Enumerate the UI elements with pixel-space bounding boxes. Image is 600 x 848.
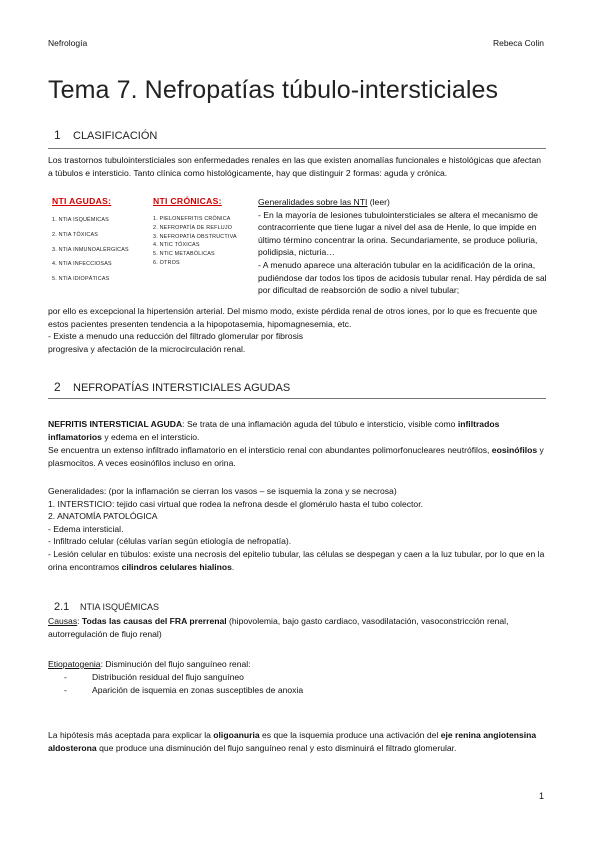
header-right: Rebeca Colin xyxy=(492,38,544,48)
infiltrate-text-end: y plasmocitos. A veces eosinófilos incluso en orina. xyxy=(48,445,544,468)
definition-paragraph xyxy=(48,418,546,443)
hypothesis-paragraph: La hipótesis más aceptada para explicar la oligoanuria es que la isquemia produce una activación del eje renina angiotensina aldosterona que produce una disminución del flujo sanguíneo renal y esto disminuirá el filtrado glomerular. xyxy=(48,730,537,753)
acute-list xyxy=(52,196,129,287)
chronic-heading: NTI CRÓNICAS: xyxy=(153,196,222,206)
section-rule xyxy=(48,398,546,399)
etio-list xyxy=(64,671,303,696)
acute-heading: NTI AGUDAS: xyxy=(52,196,112,206)
causes-label: Causas xyxy=(48,616,78,626)
acute-item: 5. NTIA IDIOPÁTICAS xyxy=(52,276,110,283)
definition-text: : Se trata de una inflamación aguda del túbulo e intersticio, visible como xyxy=(182,419,458,429)
definition-term: NEFRITIS INTERSTICIAL AGUDA xyxy=(48,419,183,429)
general-block xyxy=(258,196,548,297)
item-intersticio: 1. INTERSTICIO: tejido casi virtual que rodea la nefrona desde el glomérulo hasta el tubo colector. xyxy=(48,498,423,509)
causes-paragraph: Causas: Todas las causas del FRA prerrenal (hipovolemia, bajo gasto cardiaco, vasodilatación, vasoconstricción renal, autorregulación de flujo renal) xyxy=(48,616,509,639)
continuation-paragraph xyxy=(48,305,546,355)
acute-item: 1. NTIA ISQUÉMICAS xyxy=(52,217,109,223)
ap-edema: - Edema intersticial. xyxy=(48,523,124,534)
hyp-bold-2: eje renina angiotensina aldosterona xyxy=(48,730,537,753)
chronic-item: 5. NTIC METABÓLICAS xyxy=(153,251,215,258)
acute-items xyxy=(52,213,129,287)
acute-item: 3. NTIA INMUNOALÉRGICAS xyxy=(52,246,129,253)
cont-p2: - Existe a menudo una reducción del filtrado glomerular por fibrosis xyxy=(48,331,304,342)
section-number: 1 xyxy=(54,128,61,142)
page-title: Tema 7. Nefropatías túbulo-intersticiales xyxy=(48,76,499,104)
causes-text: (hipovolemia, bajo gasto cardiaco, vasodilatación, vasoconstricción renal, autorregulación de flujo renal) xyxy=(48,616,509,639)
section-number: 2.1 xyxy=(54,601,70,613)
chronic-items xyxy=(153,215,237,268)
cont-p3: progresiva y afectación de la microcirculación renal. xyxy=(48,343,246,354)
chronic-item: 4. NTIC TÓXICAS xyxy=(153,242,200,249)
general-note: (leer) xyxy=(367,197,390,207)
chronic-item: 6. OTROS xyxy=(153,259,180,266)
general-p1: - En la mayoría de lesiones tubulointersticiales se altera el mecanismo de contracorriente que tiene lugar a nivel del asa de Henle, lo que impide en último término concentrar la orina. Secundariamente, se produce poliuria, polidipsia, nicturia… xyxy=(258,209,538,258)
section-number: 2 xyxy=(54,380,61,394)
infiltrate-text: Se encuentra un extenso infiltrado inflamatorio en el intersticio renal con abundantes polimorfonucleares neutrófilos, xyxy=(48,445,492,455)
gen-line: Generalidades: (por la inflamación se cierran los vasos – se isquemia la zona y se necrosa) xyxy=(48,486,397,496)
infiltrate-bold: eosinófilos xyxy=(491,445,538,455)
header-left: Nefrología xyxy=(48,38,88,48)
etio-item: - Aparición de isquemia en zonas susceptibles de anoxia xyxy=(64,684,303,697)
chronic-list xyxy=(153,196,237,268)
section-2-heading xyxy=(54,380,290,394)
page-number: 1 xyxy=(538,791,544,801)
section-2-1-heading xyxy=(54,601,159,613)
chronic-item: 1. PIELONEFRITIS CRÓNICA xyxy=(153,216,231,222)
etiopathogenesis xyxy=(48,658,546,671)
intro-paragraph: Los trastornos tubulointersticiales son enfermedades renales en las que existen anomalías funcionales e histológicas que afectan a túbulos e intersticio. Tanto clínica como histológicamente, hay que distinguir 2 formas: aguda y crónica. xyxy=(48,155,542,178)
chronic-item: 2. NEFROPATÍA DE REFLUJO xyxy=(153,224,233,231)
ap-lesion: - Lesión celular en túbulos: existe una necrosis del epitelio tubular, las células se despegan y caen a la luz tubular, por lo que en la orina encontramos cilindros celulares hialinos. xyxy=(48,548,545,572)
etio-item: - Distribución residual del flujo sanguíneo xyxy=(64,671,303,684)
etio-text: : Disminución del flujo sanguíneo renal: xyxy=(100,659,251,669)
section-1-heading xyxy=(54,128,157,142)
general-heading: Generalidades sobre las NTI xyxy=(258,197,368,207)
acute-item: 2. NTIA TÓXICAS xyxy=(52,231,99,238)
infiltrate-paragraph xyxy=(48,444,546,469)
etio-label: Etiopatogenia xyxy=(48,659,101,669)
chronic-item: 3. NEFROPATÍA OBSTRUCTIVA xyxy=(153,233,237,240)
section-rule xyxy=(48,148,546,149)
ap-infiltrado: - Infiltrado celular (células varían según etiología de nefropatía). xyxy=(48,536,292,547)
generalities-block xyxy=(48,485,546,573)
definition-bold: infiltrados inflamatorios xyxy=(48,419,500,442)
definition-text-end: y edema en el intersticio. xyxy=(101,431,200,442)
hyp-bold-1: oligoanuria xyxy=(213,730,260,740)
cont-p: por ello es excepcional la hipertensión arterial. Del mismo modo, existe pérdida renal de otros iones, por lo que es frecuente que estos pacientes presenten tendencia a la hipopotasemia, hipomagnesemia, etc. xyxy=(48,306,538,329)
causes-bold: Todas las causas del FRA prerrenal xyxy=(81,616,227,626)
item-anatomia: 2. ANATOMÍA PATOLÓGICA xyxy=(48,511,158,522)
section-label: NEFROPATÍAS INTERSTICIALES AGUDAS xyxy=(73,382,291,394)
section-label: CLASIFICACIÓN xyxy=(73,130,158,142)
section-label: NTIA ISQUÉMICAS xyxy=(80,602,160,612)
general-p2: - A menudo aparece una alteración tubular en la acidificación de la orina, pudiéndose dar todos los tipos de acidosis tubular renal. Hay pérdida de sal por dificultad de reabsorción de sodio a nivel tubular; xyxy=(258,259,547,296)
acute-item: 4. NTIA INFECCIOSAS xyxy=(52,261,112,268)
